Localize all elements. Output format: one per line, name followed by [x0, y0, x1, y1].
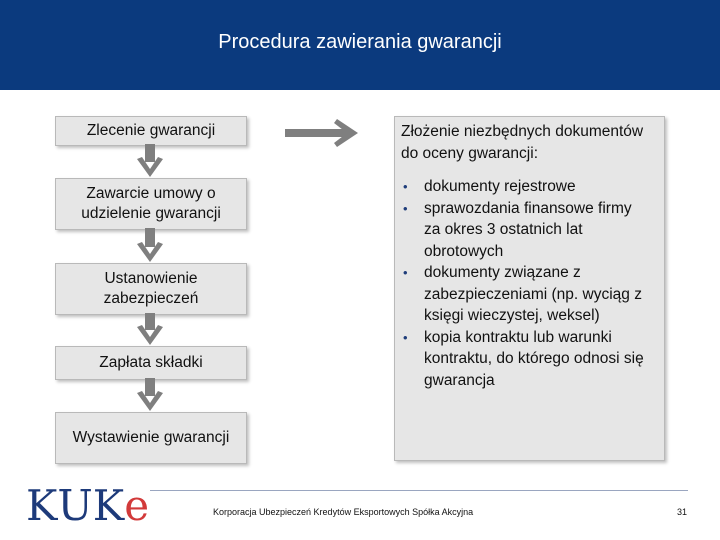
step-zawarcie-umowy — [55, 178, 247, 230]
header-bar — [0, 0, 720, 90]
step-label: Zlecenie gwarancji — [86, 122, 216, 139]
step-zaplata-skladki — [55, 346, 247, 380]
arrow-down-icon — [136, 313, 164, 346]
arrow-down-icon — [136, 378, 164, 412]
list-item-text: kopia kontraktu lub warunki kontraktu, do którego odnosi się gwarancja — [424, 328, 644, 389]
step-zlecenie-gwarancji — [55, 116, 247, 146]
arrow-right-icon — [285, 118, 360, 148]
step-label: Ustanowienie zabezpieczeń — [103, 270, 199, 307]
footer-divider — [150, 490, 688, 491]
page-title: Procedura zawierania gwarancji — [218, 30, 502, 53]
bullet-icon: • — [403, 179, 408, 194]
bullet-icon: • — [403, 200, 408, 216]
list-item-text: dokumenty związane z zabezpieczeniami (np. wyciąg z księgi wieczystej, weksel) — [424, 264, 642, 324]
company-name: Korporacja Ubezpieczeń Kredytów Eksportowych Spółka Akcyjna — [213, 507, 474, 517]
documents-list — [401, 176, 652, 391]
documents-box — [394, 116, 665, 461]
kuke-logo: K U K e — [26, 481, 150, 530]
step-label: Zawarcie umowy o udzielenie gwarancji — [81, 185, 221, 222]
bullet-icon: • — [403, 265, 408, 280]
arrow-down-icon — [136, 228, 164, 263]
list-item — [401, 198, 652, 263]
list-item — [401, 176, 652, 198]
step-label: Zapłata składki — [99, 354, 203, 371]
step-wystawienie-gwarancji — [55, 412, 247, 464]
list-item — [401, 327, 652, 392]
step-label: Wystawienie gwarancji — [72, 429, 230, 446]
bullet-icon: • — [403, 329, 408, 345]
list-item-text: dokumenty rejestrowe — [424, 178, 576, 195]
page-number: 31 — [677, 507, 688, 517]
step-ustanowienie-zabezpieczen — [55, 263, 247, 315]
list-item — [401, 262, 652, 327]
documents-title: Złożenie niezbędnych dokumentów do oceny gwarancji: — [401, 123, 644, 162]
list-item-text: sprawozdania finansowe firmy za okres 3 ostatnich lat obrotowych — [424, 199, 632, 260]
arrow-down-icon — [136, 144, 164, 178]
